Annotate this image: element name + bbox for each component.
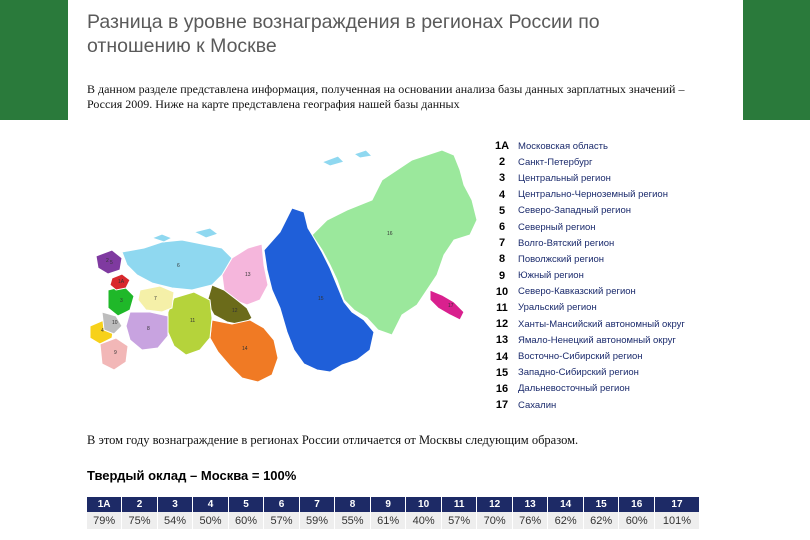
table-cell: 60% (228, 512, 264, 529)
table-header-cell: 2 (122, 497, 158, 512)
salary-percentage-table (87, 497, 700, 529)
legend-row (486, 203, 685, 219)
table-cell: 62% (548, 512, 584, 529)
legend-label: Московская область (518, 140, 608, 152)
table-cell: 70% (477, 512, 513, 529)
map-region-label: 7 (154, 296, 157, 302)
table-header-cell: 3 (157, 497, 193, 512)
map-region-label: 4 (101, 328, 104, 334)
table-header-cell: 7 (299, 497, 335, 512)
legend-number: 15 (495, 366, 509, 379)
legend-number: 5 (498, 204, 506, 217)
map-region-label: 9 (114, 350, 117, 356)
legend-number: 6 (498, 221, 506, 234)
map-region-label: 15 (318, 296, 324, 302)
conclusion-text: В этом году вознаграждение в регионах России отличается от Москвы следующим образом. (87, 433, 579, 447)
map-region-label: 16 (387, 231, 393, 237)
table-header-cell: 15 (583, 497, 619, 512)
legend-label: Западно-Сибирский регион (518, 367, 639, 379)
legend-number: 7 (498, 237, 506, 250)
legend-label: Центрально-Черноземный регион (518, 189, 668, 201)
legend-row (486, 235, 685, 251)
map-region-label: 1A (118, 279, 125, 285)
legend-row (486, 187, 685, 203)
table-cell: 40% (406, 512, 442, 529)
table-header-cell: 11 (441, 497, 477, 512)
table-header-cell: 17 (654, 497, 699, 512)
legend-row (486, 251, 685, 267)
legend-number: 1A (494, 140, 510, 153)
table-header-cell: 8 (335, 497, 371, 512)
map-region-label: 6 (177, 263, 180, 269)
legend-row (486, 397, 685, 413)
region-5 (96, 250, 122, 274)
map-region-label: 13 (245, 272, 251, 278)
legend-row (486, 154, 685, 170)
map-region-label: 5 (110, 260, 113, 266)
map-region-label: 10 (112, 320, 118, 326)
legend-number: 17 (495, 399, 509, 412)
map-region-label: 14 (242, 346, 248, 352)
slide-title: Разница в уровне вознаграждения в регионах России по отношению к Москве (87, 11, 600, 57)
legend-number: 2 (498, 156, 506, 169)
region-17-sakhalin (430, 290, 464, 320)
table-header-cell: 10 (406, 497, 442, 512)
legend-number: 16 (495, 382, 509, 395)
legend-label: Южный регион (518, 270, 584, 282)
legend-number: 10 (495, 285, 509, 298)
legend-number: 11 (496, 301, 508, 314)
intro-text: В данном разделе представлена информация, полученная на основании анализа базы данных зарплатных значений – Россия 2009. Ниже на карте представлена география нашей базы данных (87, 82, 685, 111)
legend-label: Северный регион (518, 221, 596, 233)
legend-label: Уральский регион (518, 302, 597, 314)
table-cell: 61% (370, 512, 406, 529)
legend-row (486, 348, 685, 364)
table-cell: 62% (583, 512, 619, 529)
legend-label: Северо-Западный регион (518, 205, 631, 217)
legend-number: 9 (498, 269, 506, 282)
legend-number: 14 (495, 350, 509, 363)
table-row (87, 512, 700, 529)
table-cell: 76% (512, 512, 548, 529)
legend-number: 13 (495, 334, 509, 347)
table-cell: 60% (619, 512, 655, 529)
legend-number: 8 (498, 253, 506, 266)
legend-number: 12 (495, 318, 509, 331)
legend-label: Северо-Кавказский регион (518, 286, 636, 298)
table-cell: 75% (122, 512, 158, 529)
russia-region-map (82, 140, 482, 390)
legend-label: Ямало-Ненецкий автономный округ (518, 334, 676, 346)
legend-label: Дальневосточный регион (518, 383, 630, 395)
table-header-cell: 14 (548, 497, 584, 512)
table-cell: 54% (157, 512, 193, 529)
table-header-cell: 16 (619, 497, 655, 512)
legend-row (486, 284, 685, 300)
table-cell: 57% (441, 512, 477, 529)
legend-label: Ханты-Мансийский автономный округ (518, 318, 685, 330)
legend-row (486, 381, 685, 397)
legend-number: 3 (498, 172, 506, 185)
map-region-label: 11 (190, 318, 196, 324)
legend-row (486, 365, 685, 381)
map-region-label: 12 (232, 308, 238, 314)
table-header-cell: 4 (193, 497, 229, 512)
legend-row (486, 219, 685, 235)
legend-label: Восточно-Сибирский регион (518, 351, 643, 363)
legend-row (486, 300, 685, 316)
table-cell: 50% (193, 512, 229, 529)
legend-row (486, 170, 685, 186)
legend-row (486, 332, 685, 348)
legend-row (486, 138, 685, 154)
table-header-cell: 9 (370, 497, 406, 512)
table-cell: 101% (654, 512, 699, 529)
table-cell: 57% (264, 512, 300, 529)
legend-number: 4 (498, 188, 506, 201)
table-cell: 55% (335, 512, 371, 529)
legend-label: Волго-Вятский регион (518, 237, 615, 249)
table-header-row (87, 497, 700, 512)
table-header-cell: 5 (228, 497, 264, 512)
map-region-label: 17 (448, 303, 454, 309)
legend-label: Санкт-Петербург (518, 156, 593, 168)
slide-page (68, 0, 743, 540)
legend-row (486, 316, 685, 332)
table-cell: 59% (299, 512, 335, 529)
table-header-cell: 6 (264, 497, 300, 512)
legend-label: Центральный регион (518, 172, 611, 184)
table-subheading: Твердый оклад – Москва = 100% (87, 468, 297, 483)
table-cell: 79% (87, 512, 122, 529)
region-legend (486, 138, 685, 413)
table-header-cell: 13 (512, 497, 548, 512)
map-region-label: 3 (120, 298, 123, 304)
table-header-cell: 1A (87, 497, 122, 512)
table-header-cell: 12 (477, 497, 513, 512)
map-region-label: 2 (106, 258, 109, 264)
legend-label: Сахалин (518, 399, 557, 411)
map-region-label: 8 (147, 326, 150, 332)
legend-row (486, 268, 685, 284)
legend-label: Поволжский регион (518, 253, 605, 265)
